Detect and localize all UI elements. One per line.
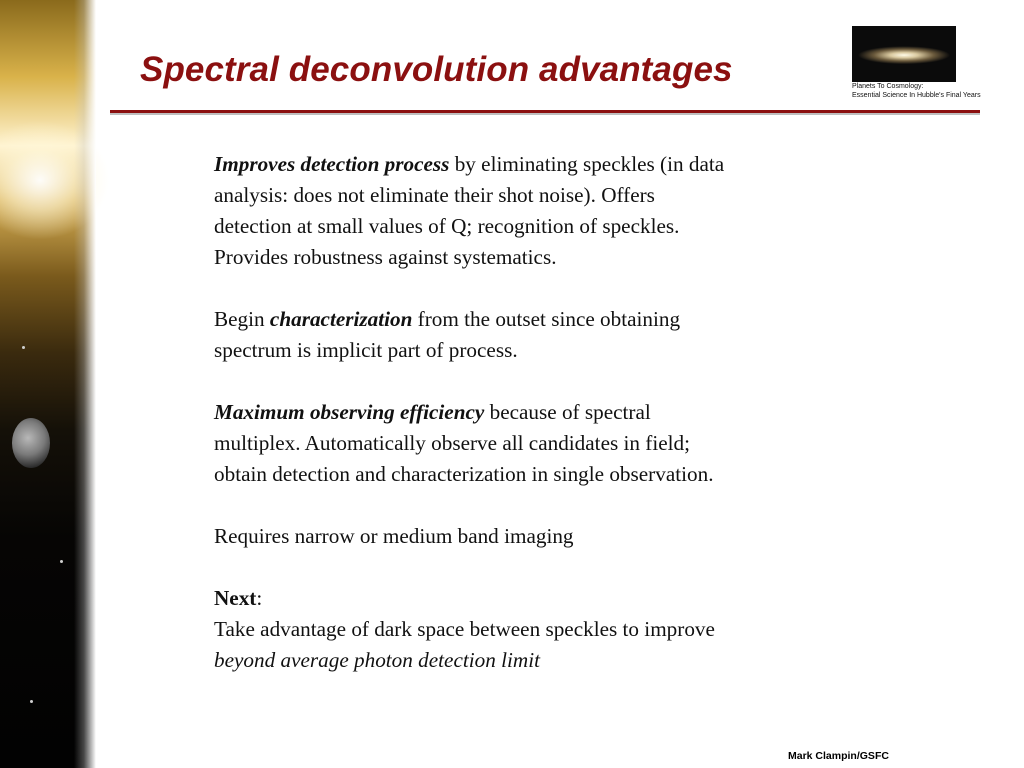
paragraph-characterization xyxy=(214,304,854,366)
text-line: obtain detection and characterization in single observation. xyxy=(214,462,714,486)
star-decoration xyxy=(30,700,33,703)
band-fade-edge xyxy=(74,0,96,768)
text-line: detection at small values of Q; recognition of speckles. xyxy=(214,214,680,238)
paragraph-efficiency xyxy=(214,397,854,490)
paragraph-detection xyxy=(214,149,854,273)
text-line xyxy=(214,149,854,180)
logo-caption-line2: Essential Science In Hubble's Final Years xyxy=(852,91,981,99)
emphasis-text: Improves detection process xyxy=(214,152,450,176)
star-decoration xyxy=(22,346,25,349)
text-run: from the outset since obtaining xyxy=(412,307,681,331)
slide-body xyxy=(214,149,854,676)
text-run: : xyxy=(256,586,263,610)
sombrero-galaxy-logo-icon xyxy=(852,26,956,82)
paragraph-imaging xyxy=(214,521,854,552)
footer-credit: Mark Clampin/GSFC xyxy=(788,750,889,762)
text-line: Take advantage of dark space between speckles to improve xyxy=(214,617,715,641)
text-run: Begin xyxy=(214,307,270,331)
text-run: because of spectral xyxy=(484,400,651,424)
star-decoration xyxy=(60,560,63,563)
text-line: multiplex. Automatically observe all candidates in field; xyxy=(214,431,691,455)
text-run: by eliminating speckles (in data xyxy=(449,152,725,176)
title-divider xyxy=(110,110,980,113)
left-space-band xyxy=(0,0,96,768)
moon-decoration xyxy=(12,418,50,468)
text-line: beyond average photon detection limit xyxy=(214,648,540,672)
text-line xyxy=(214,304,854,335)
text-line: Requires narrow or medium band imaging xyxy=(214,524,574,548)
slide-title: Spectral deconvolution advantages xyxy=(140,50,733,89)
text-line: spectrum is implicit part of process. xyxy=(214,338,518,362)
text-line: analysis: does not eliminate their shot noise). Offers xyxy=(214,183,655,207)
emphasis-text: Maximum observing efficiency xyxy=(214,400,485,424)
emphasis-text: characterization xyxy=(269,307,413,331)
text-line xyxy=(214,583,854,614)
logo-caption xyxy=(852,83,1012,100)
text-line xyxy=(214,397,854,428)
paragraph-next xyxy=(214,583,854,676)
next-heading: Next xyxy=(214,586,257,610)
text-line: Provides robustness against systematics. xyxy=(214,245,557,269)
logo-caption-line1: Planets To Cosmology: xyxy=(852,83,924,90)
